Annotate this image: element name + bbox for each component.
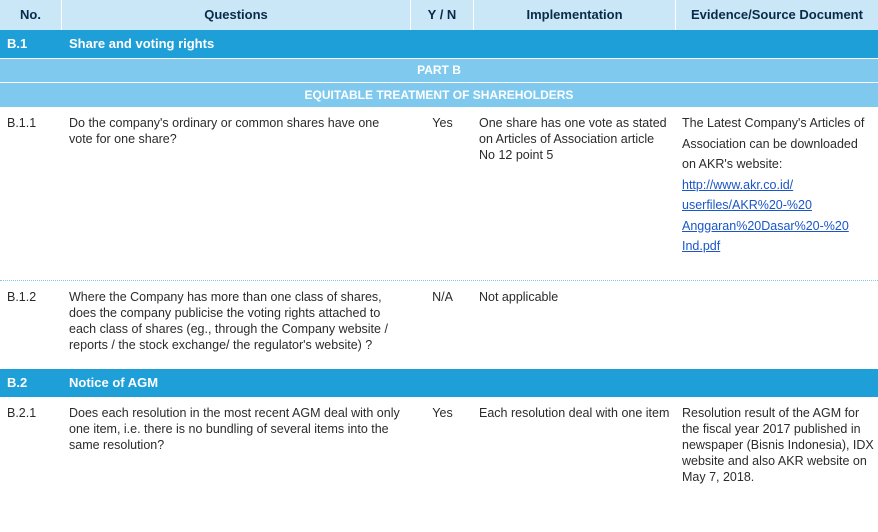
- header-evidence: Evidence/Source Document: [676, 0, 878, 30]
- evidence-link-line-4: Ind.pdf: [682, 239, 721, 253]
- row-evidence: [676, 289, 878, 369]
- evidence-link[interactable]: [682, 178, 849, 254]
- row-yn: Yes: [432, 116, 453, 130]
- header-implementation: Implementation: [474, 0, 676, 30]
- row-implementation: Each resolution deal with one item: [479, 406, 670, 420]
- row-no: B.1.1: [7, 116, 37, 130]
- row-implementation: Not applicable: [479, 290, 559, 304]
- row-yn: N/A: [432, 290, 453, 304]
- row-evidence: Resolution result of the AGM for the fiscal year 2017 published in newspaper (Bisnis Indonesia), IDX website and also AKR website on May 7, 2018.: [682, 406, 874, 484]
- row-yn: Yes: [432, 406, 453, 420]
- section-b1-row: [0, 30, 878, 58]
- evidence-link-line-3: Anggaran%20Dasar%20-%20: [682, 218, 849, 233]
- section-b1-title: Share and voting rights: [69, 36, 215, 51]
- row-no: B.2.1: [7, 406, 37, 420]
- section-b2-no: B.2: [7, 375, 28, 390]
- table-row-b11: [0, 107, 878, 281]
- header-yn: Y / N: [411, 0, 474, 30]
- row-question: Do the company's ordinary or common shares have one vote for one share?: [69, 116, 380, 146]
- evidence-link-line-1: http://www.akr.co.id/: [682, 177, 794, 192]
- equitable-treatment-band: EQUITABLE TREATMENT OF SHAREHOLDERS: [0, 82, 878, 107]
- evidence-link-line-2: userfiles/AKR%20-%20: [682, 198, 812, 212]
- row-implementation: One share has one vote as stated on Articles of Association article No 12 point 5: [479, 116, 667, 162]
- part-b-band: PART B: [0, 58, 878, 82]
- row-evidence: [676, 113, 878, 280]
- section-b2-row: [0, 369, 878, 397]
- evidence-text: The Latest Company's Articles of Association can be downloaded on AKR's website:: [682, 116, 865, 171]
- header-questions: Questions: [62, 0, 411, 30]
- section-b2-title: Notice of AGM: [69, 375, 159, 390]
- row-question: Does each resolution in the most recent AGM deal with only one item, i.e. there is no bundling of several items into the same resolution?: [69, 406, 400, 452]
- header-no: No.: [0, 0, 62, 30]
- table-row-b21: [0, 397, 878, 525]
- table-row-b12: [0, 281, 878, 369]
- row-question: Where the Company has more than one class of shares, does the company publicise the voting rights attached to each class of shares (eg., through the Company website / reports / the stock exchange/ the regulator's website) ?: [69, 290, 388, 352]
- section-b1-no: B.1: [7, 36, 28, 51]
- table-header: [0, 0, 878, 30]
- row-no: B.1.2: [7, 290, 37, 304]
